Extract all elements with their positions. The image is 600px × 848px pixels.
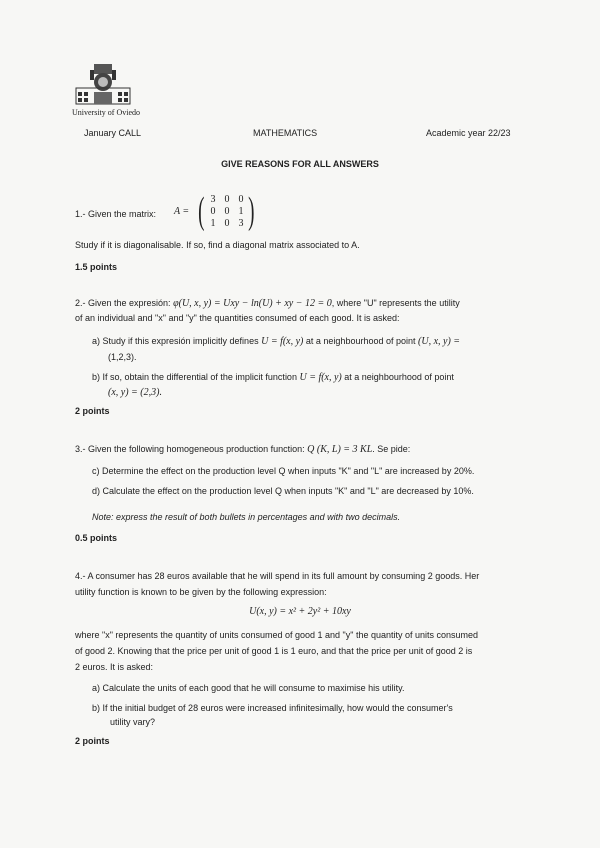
- matrix-cell: 0: [238, 194, 244, 205]
- q4-line5: 2 euros. It is asked:: [75, 662, 154, 672]
- q1-lhs: A =: [174, 206, 190, 217]
- q2-equation: φ(U, x, y) = Uxy − ln(U) + xy − 12 = 0: [173, 298, 332, 309]
- q2-line1-text: 2.- Given the expresión:: [75, 298, 171, 308]
- q2-item-a: [92, 334, 532, 349]
- q3-note: Note: express the result of both bullets in percentages and with two decimals.: [92, 512, 401, 522]
- q3-line1-tail: . Se pide:: [372, 444, 411, 454]
- q4-line4: of good 2. Knowing that the price per unit of good 1 is 1 euro, and that the price per unit of good 2 is: [75, 646, 473, 656]
- q2-a-point: (1,2,3).: [108, 352, 137, 362]
- instruction: GIVE REASONS FOR ALL ANSWERS: [221, 159, 379, 169]
- q3-points: 0.5 points: [75, 533, 118, 543]
- q3-line1-text: 3.- Given the following homogeneous production function:: [75, 444, 305, 454]
- q2-b-point: (x, y) = (2,3).: [108, 387, 162, 398]
- q1-text: Study if it is diagonalisable. If so, find a diagonal matrix associated to A.: [75, 240, 360, 250]
- q3-item-c: c) Determine the effect on the production level Q when inputs "K" and "L" are increased by 20%.: [92, 466, 475, 476]
- exam-subject: MATHEMATICS: [253, 128, 318, 138]
- q2-b-math: U = f(x, y): [299, 372, 342, 383]
- q2-b-text2: at a neighbourhood of point: [344, 372, 454, 382]
- matrix-cell: 3: [238, 218, 244, 229]
- q2-points: 2 points: [75, 406, 110, 416]
- q4-item-a: a) Calculate the units of each good that he will consume to maximise his utility.: [92, 683, 405, 693]
- matrix-cell: 0: [210, 206, 216, 217]
- q4-line2: utility function is known to be given by the following expression:: [75, 587, 327, 597]
- q3-item-d: d) Calculate the effect on the production level Q when inputs "K" and "L" are decreased by 10%.: [92, 486, 474, 496]
- q2-a-text: a) Study if this expresión implicitly defines: [92, 336, 259, 346]
- q1-matrix: ( 3 0 0 0 0 1 1 0 3 ): [198, 190, 255, 232]
- q2-a-math: U = f(x, y): [261, 336, 304, 347]
- matrix-cell: 1: [210, 218, 216, 229]
- academic-year: Academic year 22/23: [426, 128, 511, 138]
- q2-a-text2: at a neighbourhood of point: [305, 336, 416, 346]
- q1-prefix: 1.- Given the matrix:: [75, 209, 157, 219]
- q3-function: Q (K, L) = 3 KL: [307, 444, 373, 455]
- matrix-cell: 0: [224, 218, 230, 229]
- matrix-cell: 0: [224, 206, 230, 217]
- q4-formula: U(x, y) = x² + 2y² + 10xy: [249, 606, 351, 617]
- q2-a-math2: (U, x, y) =: [418, 336, 461, 347]
- q2-line1-tail: , where "U" represents the utility: [331, 298, 460, 308]
- q4-line3: where "x" represents the quantity of units consumed of good 1 and "y" the quantity of units consumed: [75, 630, 479, 640]
- q4-item-b-cont: utility vary?: [110, 717, 156, 727]
- q2-b-text: b) If so, obtain the differential of the implicit function: [92, 372, 297, 382]
- q2-line2: of an individual and "x" and "y" the quantities consumed of each good. It is asked:: [75, 313, 400, 323]
- university-name: University of Oviedo: [72, 108, 140, 117]
- exam-call: January CALL: [84, 128, 142, 138]
- q4-item-b: b) If the initial budget of 28 euros were increased infinitesimally, how would the consumer's: [92, 703, 453, 713]
- q4-line1: 4.- A consumer has 28 euros available that he will spend in its full amount by consuming 2 goods. Her: [75, 571, 480, 581]
- matrix-cell: 0: [224, 194, 230, 205]
- matrix-cell: 1: [238, 206, 244, 217]
- q4-points: 2 points: [75, 736, 110, 746]
- matrix-cell: 3: [210, 194, 216, 205]
- q2-line1: [75, 296, 535, 311]
- q2-item-b: [92, 370, 532, 385]
- university-logo: [72, 62, 134, 108]
- q1-points: 1.5 points: [75, 262, 118, 272]
- q3-line1: [75, 442, 535, 457]
